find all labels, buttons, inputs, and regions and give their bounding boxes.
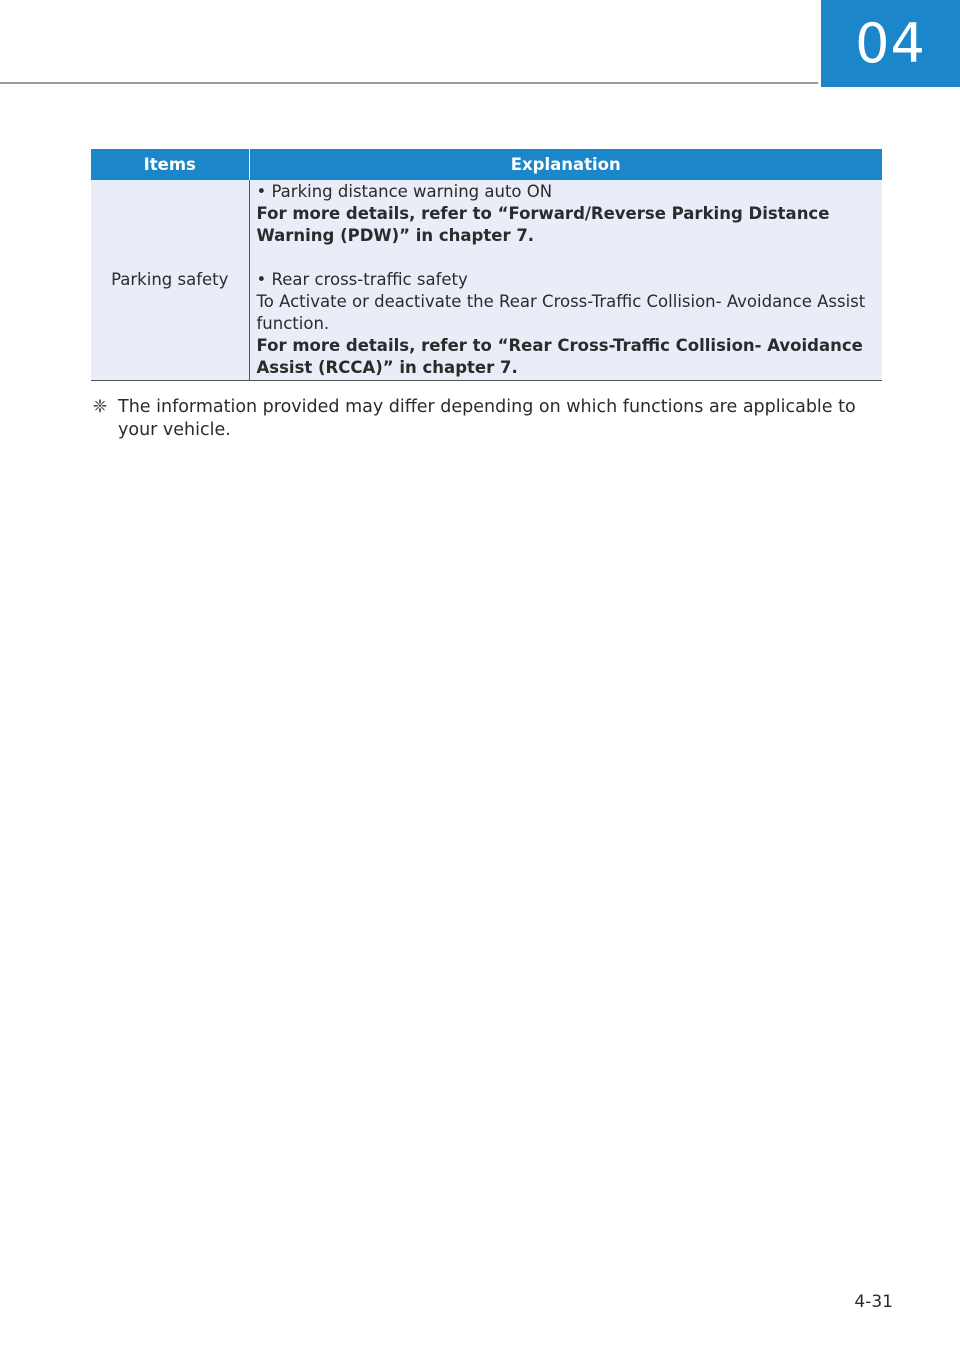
chapter-number: 04 xyxy=(855,12,926,75)
explanation-line: • Parking distance warning auto ON xyxy=(256,182,553,201)
explanation-reference: For more details, refer to “Rear Cross-Traffic Collision- Avoidance Assist (RCCA)” in chapter 7. xyxy=(256,336,863,377)
footnote xyxy=(91,396,881,442)
chapter-tab xyxy=(821,0,960,87)
explanation-line: • Rear cross-traffic safety xyxy=(256,270,468,289)
header-rule xyxy=(0,82,818,84)
column-header-explanation: Explanation xyxy=(249,149,882,180)
note-asterism-icon: ❈ xyxy=(92,397,108,417)
explanation-line: To Activate or deactivate the Rear Cross-Traffic Collision- Avoidance Assist function. xyxy=(256,292,866,333)
paragraph-spacer xyxy=(257,247,879,269)
column-header-items: Items xyxy=(91,149,249,180)
item-cell: Parking safety xyxy=(91,180,249,381)
page-number: 4-31 xyxy=(854,1292,893,1312)
footnote-text: The information provided may differ depending on which functions are applicable to your vehicle. xyxy=(118,397,856,440)
explanation-reference: For more details, refer to “Forward/Reverse Parking Distance Warning (PDW)” in chapter 7. xyxy=(256,204,830,245)
settings-table xyxy=(91,149,882,381)
explanation-cell xyxy=(249,180,882,381)
table-header-row xyxy=(91,149,882,180)
table-row xyxy=(91,180,882,381)
